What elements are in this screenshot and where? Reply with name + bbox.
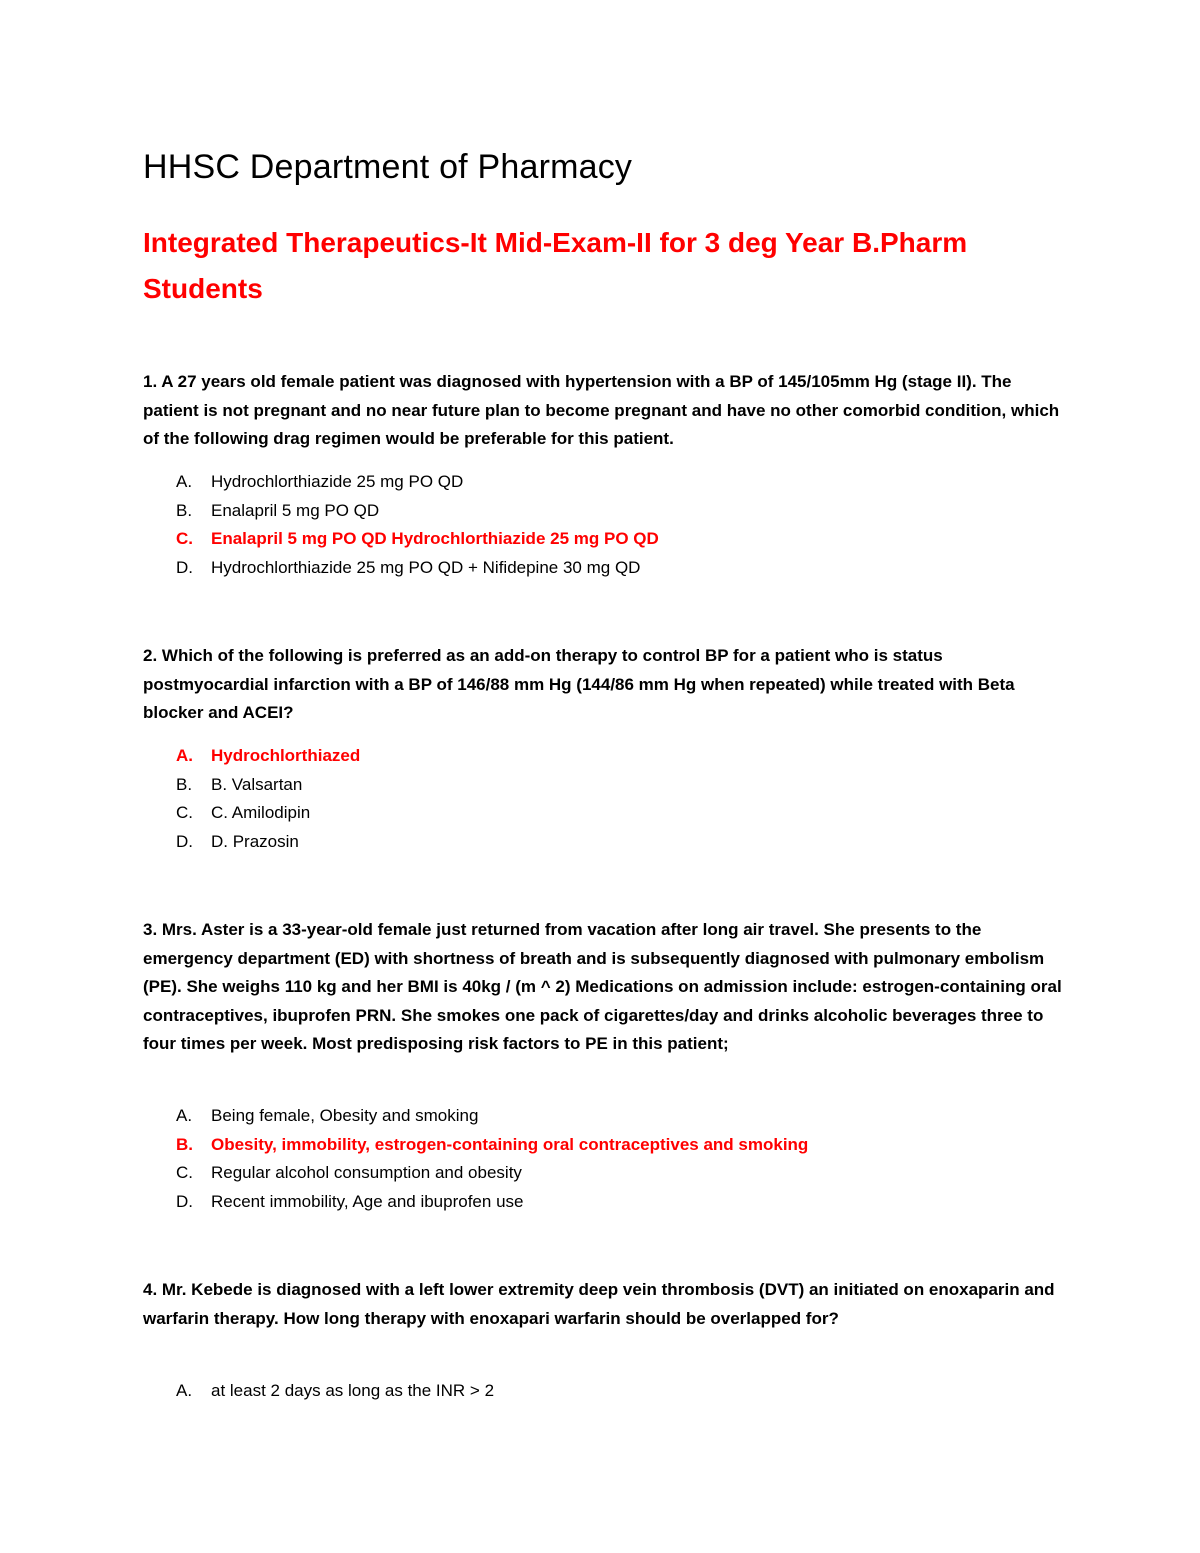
option-text: Enalapril 5 mg PO QD: [211, 500, 380, 520]
option: [176, 1159, 808, 1188]
option-text: at least 2 days as long as the INR > 2: [211, 1381, 495, 1400]
option: [176, 799, 360, 828]
option-letter: D.: [176, 1191, 193, 1211]
option-text: Regular alcohol consumption and obesity: [211, 1163, 522, 1182]
option-text: D. Prazosin: [211, 831, 299, 851]
option-text: Being female, Obesity and smoking: [211, 1106, 479, 1125]
option: [176, 1131, 808, 1160]
option-letter: B.: [176, 774, 193, 794]
option-letter: A.: [176, 1106, 193, 1125]
option-text: Obesity, immobility, estrogen-containing oral contraceptives and smoking: [211, 1134, 809, 1154]
option: [176, 468, 659, 497]
option: [176, 1377, 494, 1406]
option-text: B. Valsartan: [211, 774, 303, 794]
option: [176, 771, 360, 800]
option-text: C. Amilodipin: [211, 803, 311, 822]
exam-title: Integrated Therapeutics-It Mid-Exam-II for 3 deg Year B.Pharm Students: [143, 227, 968, 304]
option-letter: B.: [176, 1134, 193, 1154]
option-letter: A.: [176, 746, 193, 765]
option-letter: C.: [176, 803, 193, 822]
question-1-options: [176, 468, 659, 582]
option-text: Enalapril 5 mg PO QD Hydrochlorthiazide 25 mg PO QD: [211, 529, 659, 548]
question-2-text: 2. Which of the following is preferred as an add-on therapy to control BP for a patient who is status postmyocardial infarction with a BP of 146/88 mm Hg (144/86 mm Hg when repeated) while treated with Beta blocker and ACEI?: [143, 646, 1015, 722]
option-letter: D.: [176, 831, 193, 851]
option-text: Recent immobility, Age and ibuprofen use: [211, 1191, 524, 1211]
department-title: HHSC Department of Pharmacy: [143, 148, 633, 186]
question-1-text: 1. A 27 years old female patient was diagnosed with hypertension with a BP of 145/105mm Hg (stage II). The patient is not pregnant and no near future plan to become pregnant and have no other comorbid condition, which of the following drag regimen would be preferable for this patient.: [143, 372, 1060, 448]
option-letter: B.: [176, 500, 193, 520]
option: [176, 828, 360, 857]
option-letter: A.: [176, 1381, 193, 1400]
option: [176, 497, 659, 526]
question-3-text: 3. Mrs. Aster is a 33-year-old female just returned from vacation after long air travel. She presents to the emergency department (ED) with shortness of breath and is subsequently diagnosed with pulmonary embolism (PE). She weighs 110 kg and her BMI is 40kg / (m ^ 2) Medications on admission include: estrogen-containing oral contraceptives, ibuprofen PRN. She smokes one pack of cigarettes/day and drinks alcoholic beverages three to four times per week. Most predisposing risk factors to PE in this patient;: [143, 920, 1062, 1053]
question-2-options: [176, 742, 360, 856]
option: [176, 742, 360, 771]
question-4-options: [176, 1377, 494, 1406]
option-letter: D.: [176, 557, 193, 577]
option: [176, 1188, 808, 1217]
question-4-text: 4. Mr. Kebede is diagnosed with a left lower extremity deep vein thrombosis (DVT) an initiated on enoxaparin and warfarin therapy. How long therapy with enoxapari warfarin should be overlapped for?: [143, 1280, 1055, 1328]
option-letter: C.: [176, 529, 193, 548]
question-3-options: [176, 1102, 808, 1216]
option-text: Hydrochlorthiazed: [211, 746, 361, 765]
option-letter: A.: [176, 472, 193, 491]
option: [176, 554, 659, 583]
option: [176, 1102, 808, 1131]
option-text: Hydrochlorthiazide 25 mg PO QD + Nifidepine 30 mg QD: [211, 557, 641, 577]
option: [176, 525, 659, 554]
option-text: Hydrochlorthiazide 25 mg PO QD: [211, 472, 464, 491]
option-letter: C.: [176, 1163, 193, 1182]
